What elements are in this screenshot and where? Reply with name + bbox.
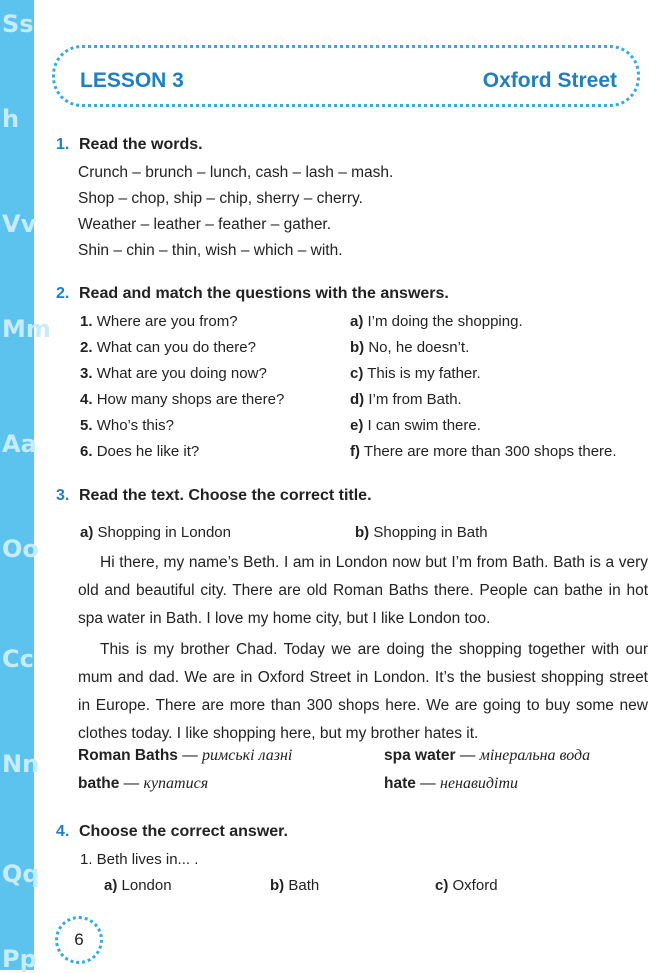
exercise-instruction: Choose the correct answer.: [79, 823, 288, 840]
match-answer: a) I’m doing the shopping.: [350, 313, 523, 330]
exercise-instruction: Read and match the questions with the answers.: [79, 285, 449, 302]
exercise-2-title: [56, 285, 449, 303]
word-line: Shop – chop, ship – chip, sherry – cherry.: [78, 190, 363, 207]
word-line: Shin – chin – thin, wish – which – with.: [78, 242, 343, 259]
choice-option: b) Bath: [270, 877, 320, 894]
word-line: Weather – leather – feather – gather.: [78, 216, 332, 233]
exercise-number: 2.: [56, 285, 70, 302]
glossary-entry: spa water — мінеральна вода: [384, 747, 591, 764]
match-answer: c) This is my father.: [350, 365, 481, 382]
match-question: 1. Where are you from?: [80, 313, 238, 330]
strip-letter: Vv: [2, 210, 37, 238]
match-question: 6. Does he like it?: [80, 443, 200, 460]
match-question: 3. What are you doing now?: [80, 365, 267, 382]
title-option: a) Shopping in London: [80, 524, 231, 541]
choice-option: c) Oxford: [435, 877, 498, 894]
strip-letter: Aa: [2, 430, 37, 458]
strip-letter: Cc: [2, 645, 34, 673]
exercise-number: 1.: [56, 136, 70, 153]
glossary-entry: bathe — купатися: [78, 775, 209, 792]
strip-letter: h: [2, 105, 20, 133]
glossary-entry: hate — ненавидіти: [384, 775, 519, 792]
page-number: 6: [55, 916, 103, 964]
exercise-instruction: Read the words.: [79, 136, 203, 153]
match-answer: f) There are more than 300 shops there.: [350, 443, 617, 460]
text-paragraph-1: Hi there, my name’s Beth. I am in London now but I’m from Bath. Bath is a very old and beautiful city. There are old Roman Baths there. People can bathe in hot spa water in Bath. I love my home city, but I like London too.: [78, 554, 648, 627]
lesson-label: LESSON 3: [80, 69, 184, 92]
exercise-number: 4.: [56, 823, 70, 840]
match-question: 4. How many shops are there?: [80, 391, 285, 408]
strip-letter: Ss: [2, 10, 34, 38]
match-answer: b) No, he doesn’t.: [350, 339, 470, 356]
strip-letter: Nn: [2, 750, 40, 778]
word-line: Crunch – brunch – lunch, cash – lash – mash.: [78, 164, 394, 181]
decorative-side-strip: [0, 0, 51, 973]
exercise-number: 3.: [56, 487, 70, 504]
strip-letter: Oo: [2, 535, 39, 563]
text-paragraph-2: This is my brother Chad. Today we are doing the shopping together with our mum and dad. We are in Oxford Street in London. It’s the busiest shopping street in Europe. There are more than 300 shops here. We are going to buy some new clothes today. I like shopping here, but my brother hates it.: [78, 641, 648, 742]
exercise-3-title: [56, 487, 372, 505]
match-question: 2. What can you do there?: [80, 339, 256, 356]
exercise-instruction: Read the text. Choose the correct title.: [79, 487, 372, 504]
match-answer: d) I’m from Bath.: [350, 391, 462, 408]
strip-letter: Pp: [2, 945, 37, 973]
title-option: b) Shopping in Bath: [355, 524, 488, 541]
lesson-topic: Oxford Street: [482, 69, 617, 92]
strip-letter: Mm: [2, 315, 51, 343]
choice-question: 1. Beth lives in... .: [80, 851, 199, 868]
strip-letter: Qq: [2, 860, 40, 888]
exercise-4-title: [56, 823, 288, 841]
match-question: 5. Who’s this?: [80, 417, 174, 434]
exercise-1-title: [56, 136, 203, 154]
glossary-entry: Roman Baths — римські лазні: [78, 747, 293, 764]
choice-option: a) London: [104, 877, 172, 894]
match-answer: e) I can swim there.: [350, 417, 481, 434]
